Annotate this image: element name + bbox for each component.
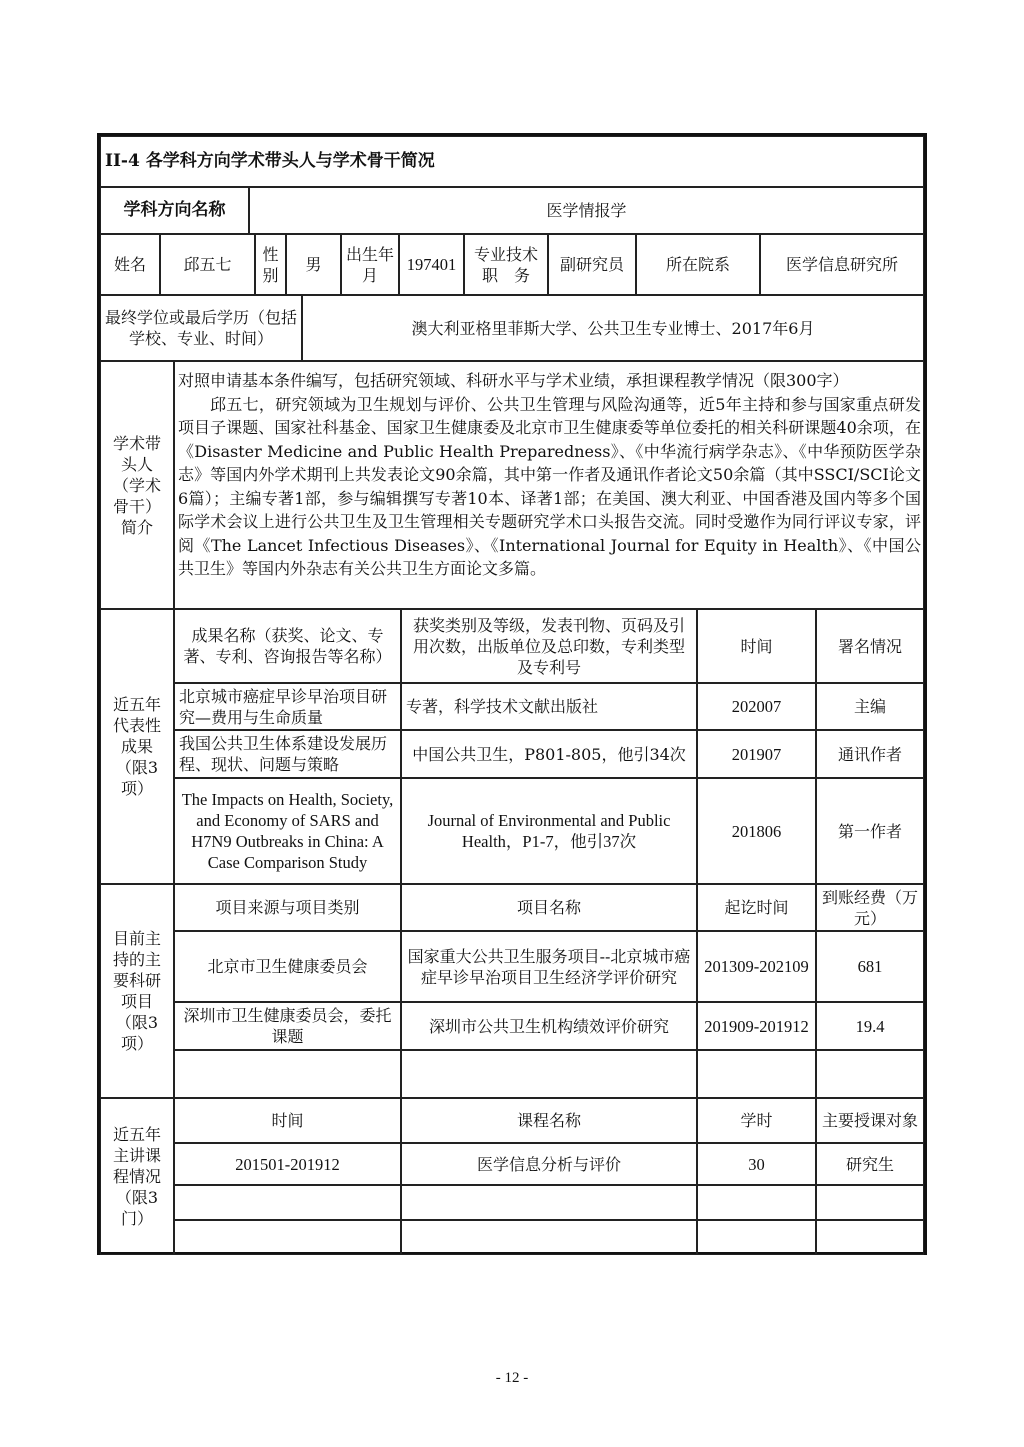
page-number: - 12 - — [495, 1370, 529, 1386]
course-row-3-name — [401, 1220, 697, 1255]
proj-row-2-name: 深圳市公共卫生机构绩效评价研究 — [401, 1002, 697, 1050]
proj-row-3-period — [697, 1050, 816, 1098]
ach-header-time: 时间 — [697, 609, 816, 683]
proj-row-2-period: 201909-201912 — [697, 1002, 816, 1050]
bio-label: 学术带头人（学术骨干）简介 — [100, 361, 174, 609]
ach-header-name: 成果名称（获奖、论文、专著、专利、咨询报告等名称） — [174, 609, 401, 683]
ach-row-2-author: 通讯作者 — [816, 730, 924, 778]
birth-label: 出生年月 — [341, 234, 399, 295]
title-value: 副研究员 — [548, 234, 636, 295]
bio-text: 邱五七，研究领域为卫生规划与评价、公共卫生管理与风险沟通等，近5年主持和参与国家重点研发项目子课题、国家社科基金、国家卫生健康委及北京市卫生健康委等单位委托的相关科研课题40余项，在《Disaster Medicine and Public Health Preparedness》、《中华流行病学杂志》、《中华预防医学杂志》等国内外学术期刊上共发表论文90余篇，其中第一作者及通讯作者论文50余篇（其中SSCI/SCI论文6篇）；主编专著1部，参与编辑撰写专著10本、译著1部；在美国、澳大利亚、中国香港及国内等多个国际学术会议上进行公共卫生及卫生管理相关专题研究学术口头报告交流。同时受邀作为同行评议专家，评阅《The Lancet Infectious Diseases》、《International Journal for Equity in Health》、《中国公共卫生》等国内外杂志有关公共卫生方面论文多篇。 — [178, 394, 921, 578]
course-header-hours: 学时 — [697, 1098, 816, 1143]
course-row-1-hours: 30 — [697, 1143, 816, 1185]
proj-row-2-funding: 19.4 — [816, 1002, 924, 1050]
course-row-1-audience: 研究生 — [816, 1143, 924, 1185]
course-row-2-audience — [816, 1185, 924, 1220]
birth-value: 197401 — [399, 234, 464, 295]
ach-row-2-name: 我国公共卫生体系建设发展历程、现状、问题与策略 — [174, 730, 401, 778]
proj-row-1-funding: 681 — [816, 931, 924, 1002]
name-label: 姓名 — [100, 234, 160, 295]
gender-value: 男 — [286, 234, 341, 295]
proj-header-period: 起讫时间 — [697, 884, 816, 931]
proj-row-3-source — [174, 1050, 401, 1098]
proj-row-2-source: 深圳市卫生健康委员会，委托课题 — [174, 1002, 401, 1050]
course-row-3-audience — [816, 1220, 924, 1255]
ach-row-1-detail: 专著，科学技术文献出版社 — [401, 683, 697, 730]
proj-row-3-funding — [816, 1050, 924, 1098]
course-header-name: 课程名称 — [401, 1098, 697, 1143]
discipline-value: 医学情报学 — [249, 187, 924, 234]
projects-label: 目前主持的主要科研项目（限3项） — [100, 884, 174, 1098]
courses-label: 近五年主讲课程情况（限3门） — [100, 1098, 174, 1255]
discipline-label: 学科方向名称 — [100, 187, 249, 234]
ach-row-1-name: 北京城市癌症早诊早治项目研究—费用与生命质量 — [174, 683, 401, 730]
ach-row-2-detail: 中国公共卫生，P801-805，他引34次 — [401, 730, 697, 778]
proj-header-name: 项目名称 — [401, 884, 697, 931]
bio-content — [174, 361, 924, 609]
course-header-audience: 主要授课对象 — [816, 1098, 924, 1143]
proj-row-1-name: 国家重大公共卫生服务项目--北京城市癌症早诊早治项目卫生经济学评价研究 — [401, 931, 697, 1002]
form-table — [97, 133, 927, 1255]
proj-header-funding: 到账经费（万元） — [816, 884, 924, 931]
name-value: 邱五七 — [160, 234, 255, 295]
course-row-3-hours — [697, 1220, 816, 1255]
ach-row-3-author: 第一作者 — [816, 778, 924, 884]
dept-value: 医学信息研究所 — [760, 234, 924, 295]
proj-row-3-name — [401, 1050, 697, 1098]
course-row-1-time: 201501-201912 — [174, 1143, 401, 1185]
ach-row-2-time: 201907 — [697, 730, 816, 778]
degree-label: 最终学位或最后学历（包括学校、专业、时间） — [100, 295, 302, 361]
ach-header-detail: 获奖类别及等级，发表刊物、页码及引用次数，出版单位及总印数，专利类型及专利号 — [401, 609, 697, 683]
proj-header-source: 项目来源与项目类别 — [174, 884, 401, 931]
ach-header-author: 署名情况 — [816, 609, 924, 683]
ach-row-1-time: 202007 — [697, 683, 816, 730]
bio-instruction: 对照申请基本条件编写，包括研究领域、科研水平与学术业绩，承担课程教学情况（限300字） — [178, 371, 849, 390]
course-row-2-hours — [697, 1185, 816, 1220]
course-row-3-time — [174, 1220, 401, 1255]
degree-value: 澳大利亚格里菲斯大学、公共卫生专业博士、2017年6月 — [302, 295, 924, 361]
proj-row-1-source: 北京市卫生健康委员会 — [174, 931, 401, 1002]
ach-row-3-time: 201806 — [697, 778, 816, 884]
course-row-2-name — [401, 1185, 697, 1220]
ach-row-3-detail: Journal of Environmental and Public Health，P1-7，他引37次 — [401, 778, 697, 884]
section-title: II-4 各学科方向学术带头人与学术骨干简况 — [100, 136, 924, 187]
proj-row-1-period: 201309-202109 — [697, 931, 816, 1002]
ach-row-1-author: 主编 — [816, 683, 924, 730]
gender-label: 性别 — [255, 234, 286, 295]
title-label: 专业技术职 务 — [464, 234, 548, 295]
achievements-label: 近五年代表性成果（限3项） — [100, 609, 174, 884]
course-header-time: 时间 — [174, 1098, 401, 1143]
course-row-1-name: 医学信息分析与评价 — [401, 1143, 697, 1185]
course-row-2-time — [174, 1185, 401, 1220]
ach-row-3-name: The Impacts on Health, Society, and Economy of SARS and H7N9 Outbreaks in China: A Case Comparison Study — [174, 778, 401, 884]
dept-label: 所在院系 — [636, 234, 760, 295]
